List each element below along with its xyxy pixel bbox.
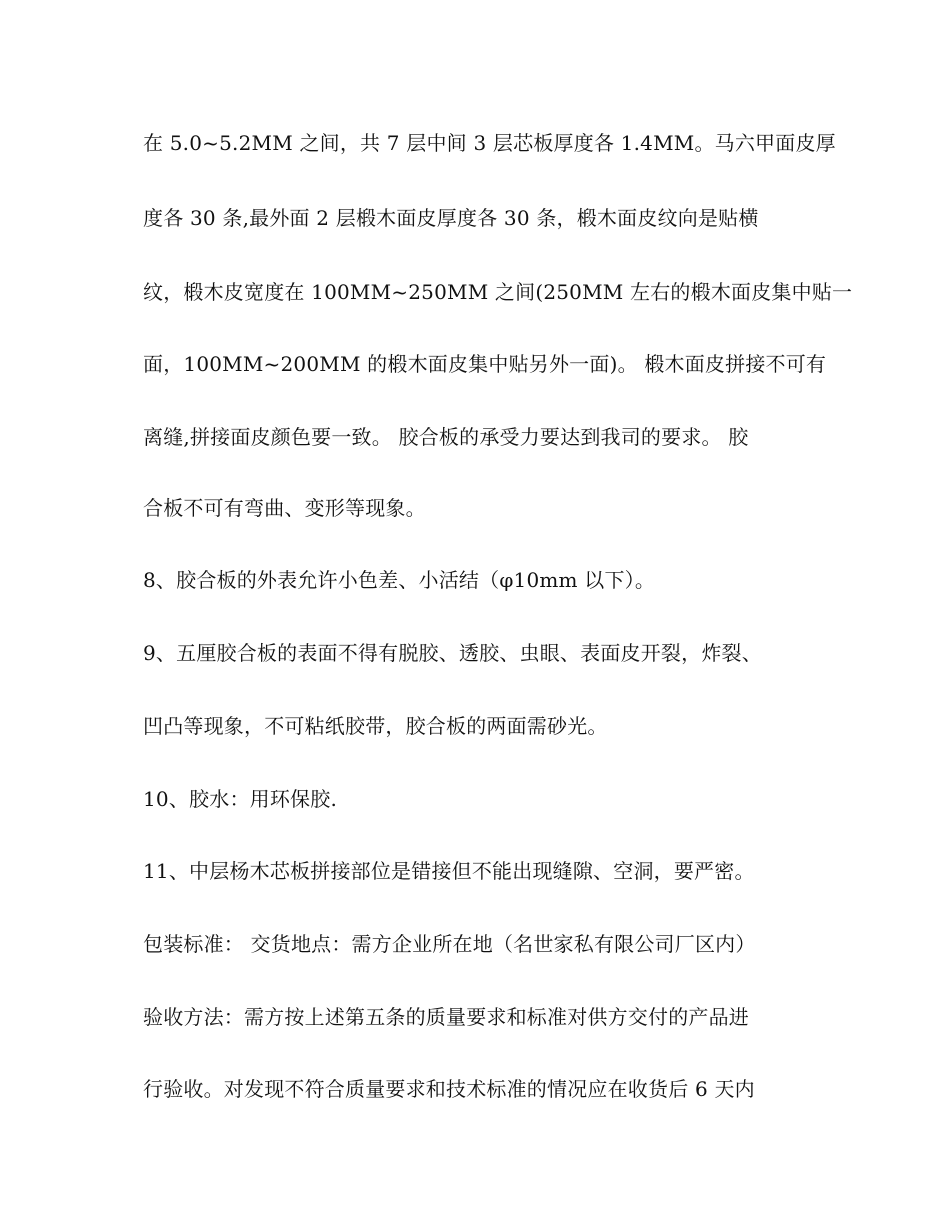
text-line-4: 面，100MM~200MM 的椴木面皮集中贴另外一面)。 椴木面皮拼接不可有 [143,352,827,376]
text-line-12: 包装标准： 交货地点：需方企业所在地（名世家私有限公司厂区内） [143,932,756,956]
text-line-11: 11、中层杨木芯板拼接部位是错接但不能出现缝隙、空洞，要严密。 [143,859,755,883]
text-line-5: 离缝,拼接面皮颜色要一致。 胶合板的承受力要达到我司的要求。 胶 [143,425,749,449]
text-line-10: 10、胶水：用环保胶. [143,787,338,811]
text-line-3: 纹，椴木皮宽度在 100MM~250MM 之间(250MM 左右的椴木面皮集中贴一 [143,280,853,304]
text-line-7: 8、胶合板的外表允许小色差、小活结（φ10mm 以下）。 [143,568,656,592]
text-line-13: 验收方法：需方按上述第五条的质量要求和标准对供方交付的产品进 [143,1005,749,1029]
text-line-6: 合板不可有弯曲、变形等现象。 [143,496,426,520]
text-line-1: 在 5.0~5.2MM 之间，共 7 层中间 3 层芯板厚度各 1.4MM。马六甲面皮厚 [143,131,836,155]
text-line-8: 9、五厘胶合板的表面不得有脱胶、透胶、虫眼、表面皮开裂，炸裂、 [143,641,762,665]
text-line-2: 度各 30 条,最外面 2 层椴木面皮厚度各 30 条，椴木面皮纹向是贴横 [143,206,759,230]
text-line-9: 凹凸等现象，不可粘纸胶带，胶合板的两面需砂光。 [143,714,608,738]
text-line-14: 行验收。对发现不符合质量要求和技术标准的情况应在收货后 6 天内 [143,1077,755,1101]
